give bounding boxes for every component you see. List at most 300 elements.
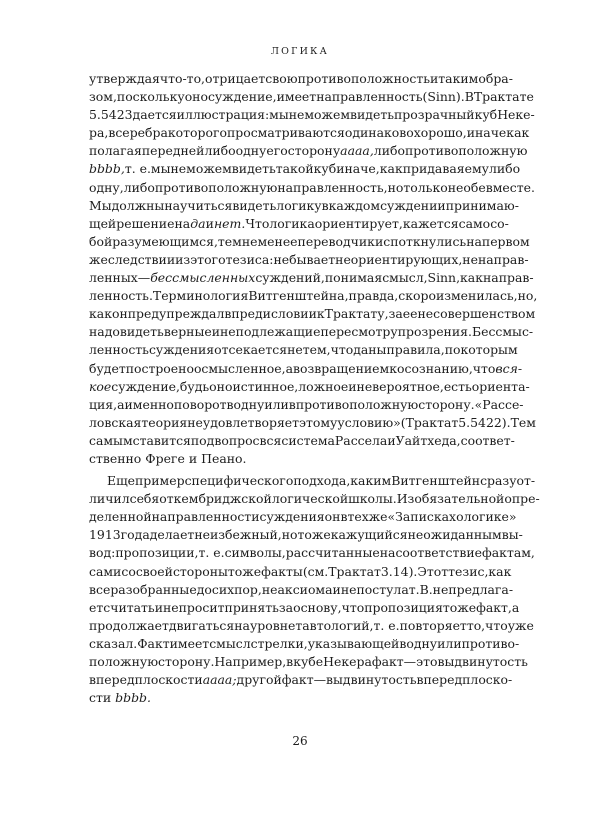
word: продолжает <box>89 617 169 633</box>
word: 5.5422). <box>458 414 511 430</box>
word: ленность <box>89 342 149 358</box>
word: ственно <box>89 450 142 466</box>
word: не <box>261 581 278 597</box>
word: этого <box>190 251 226 267</box>
word: дается <box>132 107 177 123</box>
word: постулат. <box>356 581 420 597</box>
word: каждом <box>328 197 381 213</box>
word: 3.14). <box>380 563 418 579</box>
word: одинаково <box>344 125 414 141</box>
text-line <box>89 490 540 508</box>
word: тоже <box>227 563 262 579</box>
word: и <box>387 432 396 448</box>
word: передней <box>141 143 205 159</box>
word: факты <box>261 563 303 579</box>
word: выдвинутость <box>326 672 417 688</box>
word: ция, <box>89 396 118 412</box>
text-line <box>89 360 523 378</box>
text-line <box>89 526 523 544</box>
word: Витгенштейна, <box>248 288 349 304</box>
word: опре- <box>504 491 540 507</box>
word: либо <box>488 161 521 177</box>
running-header: ЛОГИКА <box>270 46 330 57</box>
text-line <box>89 323 534 341</box>
word: сторону. <box>158 654 215 669</box>
word: а <box>511 599 520 615</box>
word: просит <box>178 599 225 615</box>
word: которым <box>460 342 518 358</box>
word: обе <box>463 179 486 195</box>
word: Трактате <box>473 89 534 105</box>
text-line <box>89 233 530 251</box>
word: видеть <box>231 161 276 177</box>
word: бывает <box>289 251 336 267</box>
word: делает <box>149 527 195 543</box>
word: кембриджской <box>173 491 272 507</box>
word: до <box>196 581 212 597</box>
text-line <box>89 378 530 396</box>
word: научиться <box>164 197 233 213</box>
word: стрелки, <box>250 635 308 651</box>
word: должны <box>111 197 165 213</box>
word: а <box>285 360 293 376</box>
word: специфического <box>184 473 294 489</box>
word: aaaa; <box>202 672 237 688</box>
word: даны <box>353 342 387 358</box>
text-line <box>89 544 535 562</box>
word: считать <box>103 599 155 615</box>
word: верные <box>163 324 212 340</box>
word: ему <box>464 161 489 177</box>
word: Мы <box>89 197 112 213</box>
word: Витгенштейн <box>391 473 481 489</box>
word: вод: <box>89 545 116 561</box>
word: есть <box>443 378 472 394</box>
word: вы- <box>501 527 523 543</box>
word: система <box>281 432 335 448</box>
word: первом <box>481 233 530 249</box>
word: только <box>403 179 448 195</box>
word: указывающей <box>307 635 400 651</box>
word: как <box>506 125 530 141</box>
word: тезис, <box>448 563 489 579</box>
word: имеет <box>169 635 210 651</box>
word: вся- <box>495 360 523 376</box>
text-line <box>89 197 519 215</box>
word: да <box>190 215 206 231</box>
text-line <box>89 287 538 305</box>
word: что <box>472 360 496 376</box>
word: тоже <box>297 527 331 543</box>
word: понимая <box>324 270 383 286</box>
word: куб <box>313 161 337 177</box>
word: либо <box>123 179 155 195</box>
word: вперед <box>89 672 135 688</box>
word: за <box>278 599 294 615</box>
word: 1913 <box>89 527 121 543</box>
word: удовлетворяет <box>202 414 300 430</box>
word: в <box>340 509 348 525</box>
word: одну <box>406 635 438 651</box>
word: Трактат <box>328 563 381 579</box>
word: противоположную <box>295 396 419 412</box>
word: и <box>348 378 357 394</box>
word: сти <box>89 690 112 706</box>
word: выдвинутость <box>437 654 528 669</box>
word: подлежащие <box>235 324 321 340</box>
word: положную <box>89 654 159 669</box>
word: факт, <box>476 599 512 615</box>
word: на <box>174 215 191 231</box>
word: одну, <box>89 179 124 195</box>
word: предлага- <box>448 581 514 597</box>
text-line <box>89 88 534 106</box>
word: как <box>379 161 403 177</box>
text-line <box>89 689 509 707</box>
word: и <box>154 599 163 615</box>
word: одну <box>235 143 267 159</box>
word: или <box>437 635 462 651</box>
word: противоположную <box>154 179 278 195</box>
text-line <box>89 215 509 233</box>
word: своей <box>135 563 173 579</box>
word: от- <box>516 473 536 489</box>
word: со <box>121 563 136 579</box>
word: не <box>187 414 203 430</box>
word: иначе, <box>336 161 380 177</box>
word: либо <box>373 143 405 159</box>
word: логика <box>269 215 315 231</box>
word: в <box>286 654 294 669</box>
word: в <box>224 306 232 322</box>
word: bbbb. <box>115 690 151 706</box>
word: обра- <box>478 71 513 86</box>
word: менее <box>257 233 298 249</box>
word: ребра <box>129 125 168 141</box>
word: он <box>111 306 128 322</box>
word: же <box>368 509 388 525</box>
word: скоро <box>398 288 436 304</box>
word: сказал. <box>89 635 138 651</box>
word: тезиса: <box>225 251 274 267</box>
word: и <box>211 324 220 340</box>
text-line <box>89 635 520 653</box>
word: одну <box>233 396 265 412</box>
word: подхода, <box>293 473 351 489</box>
word: противо- <box>461 635 520 651</box>
word: ет <box>89 599 104 615</box>
word: ленность. <box>89 288 153 304</box>
word: Из <box>396 491 415 507</box>
word: из <box>175 251 191 267</box>
word: само <box>458 215 491 231</box>
word: как <box>89 306 112 322</box>
word: сами <box>89 563 122 579</box>
word: решение <box>116 215 175 231</box>
word: соответствие <box>395 545 483 561</box>
word: как <box>488 563 512 579</box>
word: не <box>220 324 236 340</box>
word: bbbb, <box>89 161 125 177</box>
word: по <box>444 342 461 358</box>
text-line <box>89 142 528 160</box>
word: Некера <box>323 654 372 669</box>
word: не <box>273 251 290 267</box>
word: мы <box>150 161 171 177</box>
word: ориента- <box>471 378 530 394</box>
word: стороны <box>172 563 228 579</box>
word: фактам, <box>482 545 535 561</box>
word: кубе <box>293 654 324 669</box>
word: факт <box>371 654 404 669</box>
word: в <box>226 396 234 412</box>
word: осознанию, <box>396 360 473 376</box>
word: повторяет <box>399 617 467 633</box>
word: условию» <box>337 414 401 430</box>
word: кажется <box>402 215 459 231</box>
word: направленности <box>151 509 260 525</box>
word: полагая <box>89 143 142 159</box>
word: суждений, <box>255 270 325 286</box>
word: поскольку <box>116 89 185 105</box>
word: или <box>264 396 289 412</box>
word: оно <box>184 89 208 105</box>
word: поворот <box>173 396 227 412</box>
word: другой <box>236 672 282 688</box>
word: сторону. <box>418 396 475 412</box>
word: в <box>288 396 296 412</box>
text-line <box>89 599 520 617</box>
word: которого <box>167 125 227 141</box>
word: ловская <box>89 414 142 430</box>
word: но <box>387 179 404 195</box>
word: на <box>234 617 250 633</box>
word: себя <box>129 491 160 507</box>
word: правда, <box>348 288 399 304</box>
word: Sinn, <box>427 270 461 286</box>
word: — <box>313 672 327 688</box>
word: логической <box>271 491 349 507</box>
word: таким <box>438 71 479 86</box>
word: т. е. <box>124 161 151 177</box>
word: деленной <box>89 509 152 525</box>
word: и <box>188 450 198 466</box>
word: ориентирует, <box>314 215 403 231</box>
word: в <box>399 635 407 651</box>
word: (Sinn). <box>422 89 465 105</box>
word: года <box>120 527 150 543</box>
word: вместе. <box>485 179 535 195</box>
word: суждение, <box>207 89 277 105</box>
word: под <box>190 432 215 448</box>
text-line <box>89 617 534 635</box>
word: на <box>379 545 396 561</box>
word: оно <box>209 378 233 394</box>
word: суждение, <box>111 378 180 394</box>
word: тех <box>347 509 369 525</box>
text-line <box>89 160 521 178</box>
word: что <box>330 342 354 358</box>
word: иначе <box>466 125 507 141</box>
word: В <box>464 89 474 105</box>
word: смысл, <box>382 270 428 286</box>
word: уровне <box>249 617 296 633</box>
word: пример <box>135 473 185 489</box>
text-line <box>89 671 513 689</box>
word: возвращением <box>293 360 390 376</box>
word: ложное <box>298 378 349 394</box>
word: Что <box>245 215 270 231</box>
word: и <box>430 71 439 86</box>
word: Уайтхеда, <box>395 432 461 448</box>
word: обязательной <box>414 491 505 507</box>
word: Еще <box>107 473 136 489</box>
word: Пеано. <box>201 450 247 466</box>
word: т. е. <box>373 617 400 633</box>
word: от <box>159 491 174 507</box>
word: суждения <box>259 509 325 525</box>
word: вся <box>259 432 282 448</box>
word: плоско- <box>462 672 513 688</box>
word: тавтологий, <box>295 617 374 633</box>
word: двигаться <box>168 617 235 633</box>
word: зом, <box>89 89 117 105</box>
word: такой <box>275 161 314 177</box>
word: он <box>324 509 341 525</box>
text-line <box>89 414 536 432</box>
word: каким <box>350 473 392 489</box>
word: истинное, <box>232 378 299 394</box>
text-line <box>89 70 513 88</box>
word: неориентирующих, <box>335 251 463 267</box>
word: тем <box>217 233 242 249</box>
word: ее <box>402 306 418 322</box>
word: Рассела <box>334 432 388 448</box>
word: Этот <box>417 563 449 579</box>
word: будь <box>179 378 210 394</box>
text-line <box>89 450 509 468</box>
word: несовершенством <box>417 306 536 322</box>
word: что <box>485 617 508 633</box>
word: пропозиции, <box>115 545 199 561</box>
word: не <box>241 233 258 249</box>
word: и <box>332 581 341 597</box>
body-text <box>89 70 540 707</box>
word: Например, <box>214 654 287 669</box>
word: плоскости <box>134 672 203 688</box>
word: логику <box>276 197 322 213</box>
word: школы. <box>348 491 397 507</box>
word: пор, <box>234 581 262 597</box>
word: противоположную <box>404 143 528 159</box>
word: не <box>432 581 449 597</box>
page-number: 26 <box>292 734 308 748</box>
word: видеть <box>350 107 394 123</box>
word: неизбежный, <box>194 527 282 543</box>
word: прозрачный <box>393 107 475 123</box>
word: о <box>456 509 464 525</box>
word: 5.5423 <box>89 107 133 123</box>
word: самым <box>89 432 133 448</box>
word: куб <box>474 107 498 123</box>
word: все <box>108 125 130 141</box>
word: — <box>403 654 417 669</box>
word: кажущийся <box>330 527 408 543</box>
word: направленность, <box>277 179 388 195</box>
word: иллюстрация: <box>176 107 270 123</box>
word: принимаю- <box>445 197 519 213</box>
word: построено <box>125 360 194 376</box>
text-line <box>89 653 528 671</box>
word: в <box>321 197 329 213</box>
text-line <box>89 508 517 526</box>
word: В. <box>419 581 433 597</box>
word: пропозиция <box>364 599 443 615</box>
word: можем <box>304 107 351 123</box>
word: то, <box>466 617 486 633</box>
word: либо <box>204 143 236 159</box>
word: не <box>287 342 303 358</box>
word: (см. <box>302 563 329 579</box>
word: соответ- <box>460 432 515 448</box>
text-line <box>89 179 535 197</box>
word: все <box>89 581 111 597</box>
word: как <box>460 270 483 286</box>
word: Терминология <box>152 288 249 304</box>
word: противоположность <box>297 71 430 86</box>
word: тоже <box>442 599 477 615</box>
word: видеть <box>232 197 277 213</box>
word: со- <box>490 215 509 231</box>
word: тем, <box>302 342 331 358</box>
text-line <box>89 251 529 269</box>
word: Трактату, <box>324 306 389 322</box>
word: просматриваются <box>226 125 345 141</box>
word: т. е. <box>198 545 225 561</box>
word: но <box>281 527 298 543</box>
word: символы, <box>224 545 286 561</box>
word: хорошо, <box>413 125 467 141</box>
word: Неке- <box>497 107 535 123</box>
word: бой <box>89 233 113 249</box>
word: ставится <box>132 432 191 448</box>
word: не <box>288 107 305 123</box>
word: свою <box>265 71 298 86</box>
word: Тем <box>510 414 536 430</box>
word: следствии <box>107 251 176 267</box>
word: отрицает <box>205 71 266 86</box>
text-line <box>89 106 535 124</box>
text-line <box>89 269 534 287</box>
word: утверждая <box>89 71 160 86</box>
word: предупреждал <box>127 306 225 322</box>
word: разобранные <box>110 581 197 597</box>
word: предисловии <box>231 306 317 322</box>
word: логике» <box>463 509 517 525</box>
word: не <box>170 161 187 177</box>
word: к <box>316 306 325 322</box>
word: уже <box>507 617 534 633</box>
word: на <box>466 233 482 249</box>
word: Фреге <box>145 450 185 466</box>
word: видеть <box>119 324 164 340</box>
word: суждении <box>380 197 446 213</box>
word: что-то, <box>159 71 206 86</box>
word: не <box>340 581 357 597</box>
word: суждения <box>148 342 215 358</box>
word: вопрос <box>214 432 260 448</box>
word: не <box>447 179 464 195</box>
